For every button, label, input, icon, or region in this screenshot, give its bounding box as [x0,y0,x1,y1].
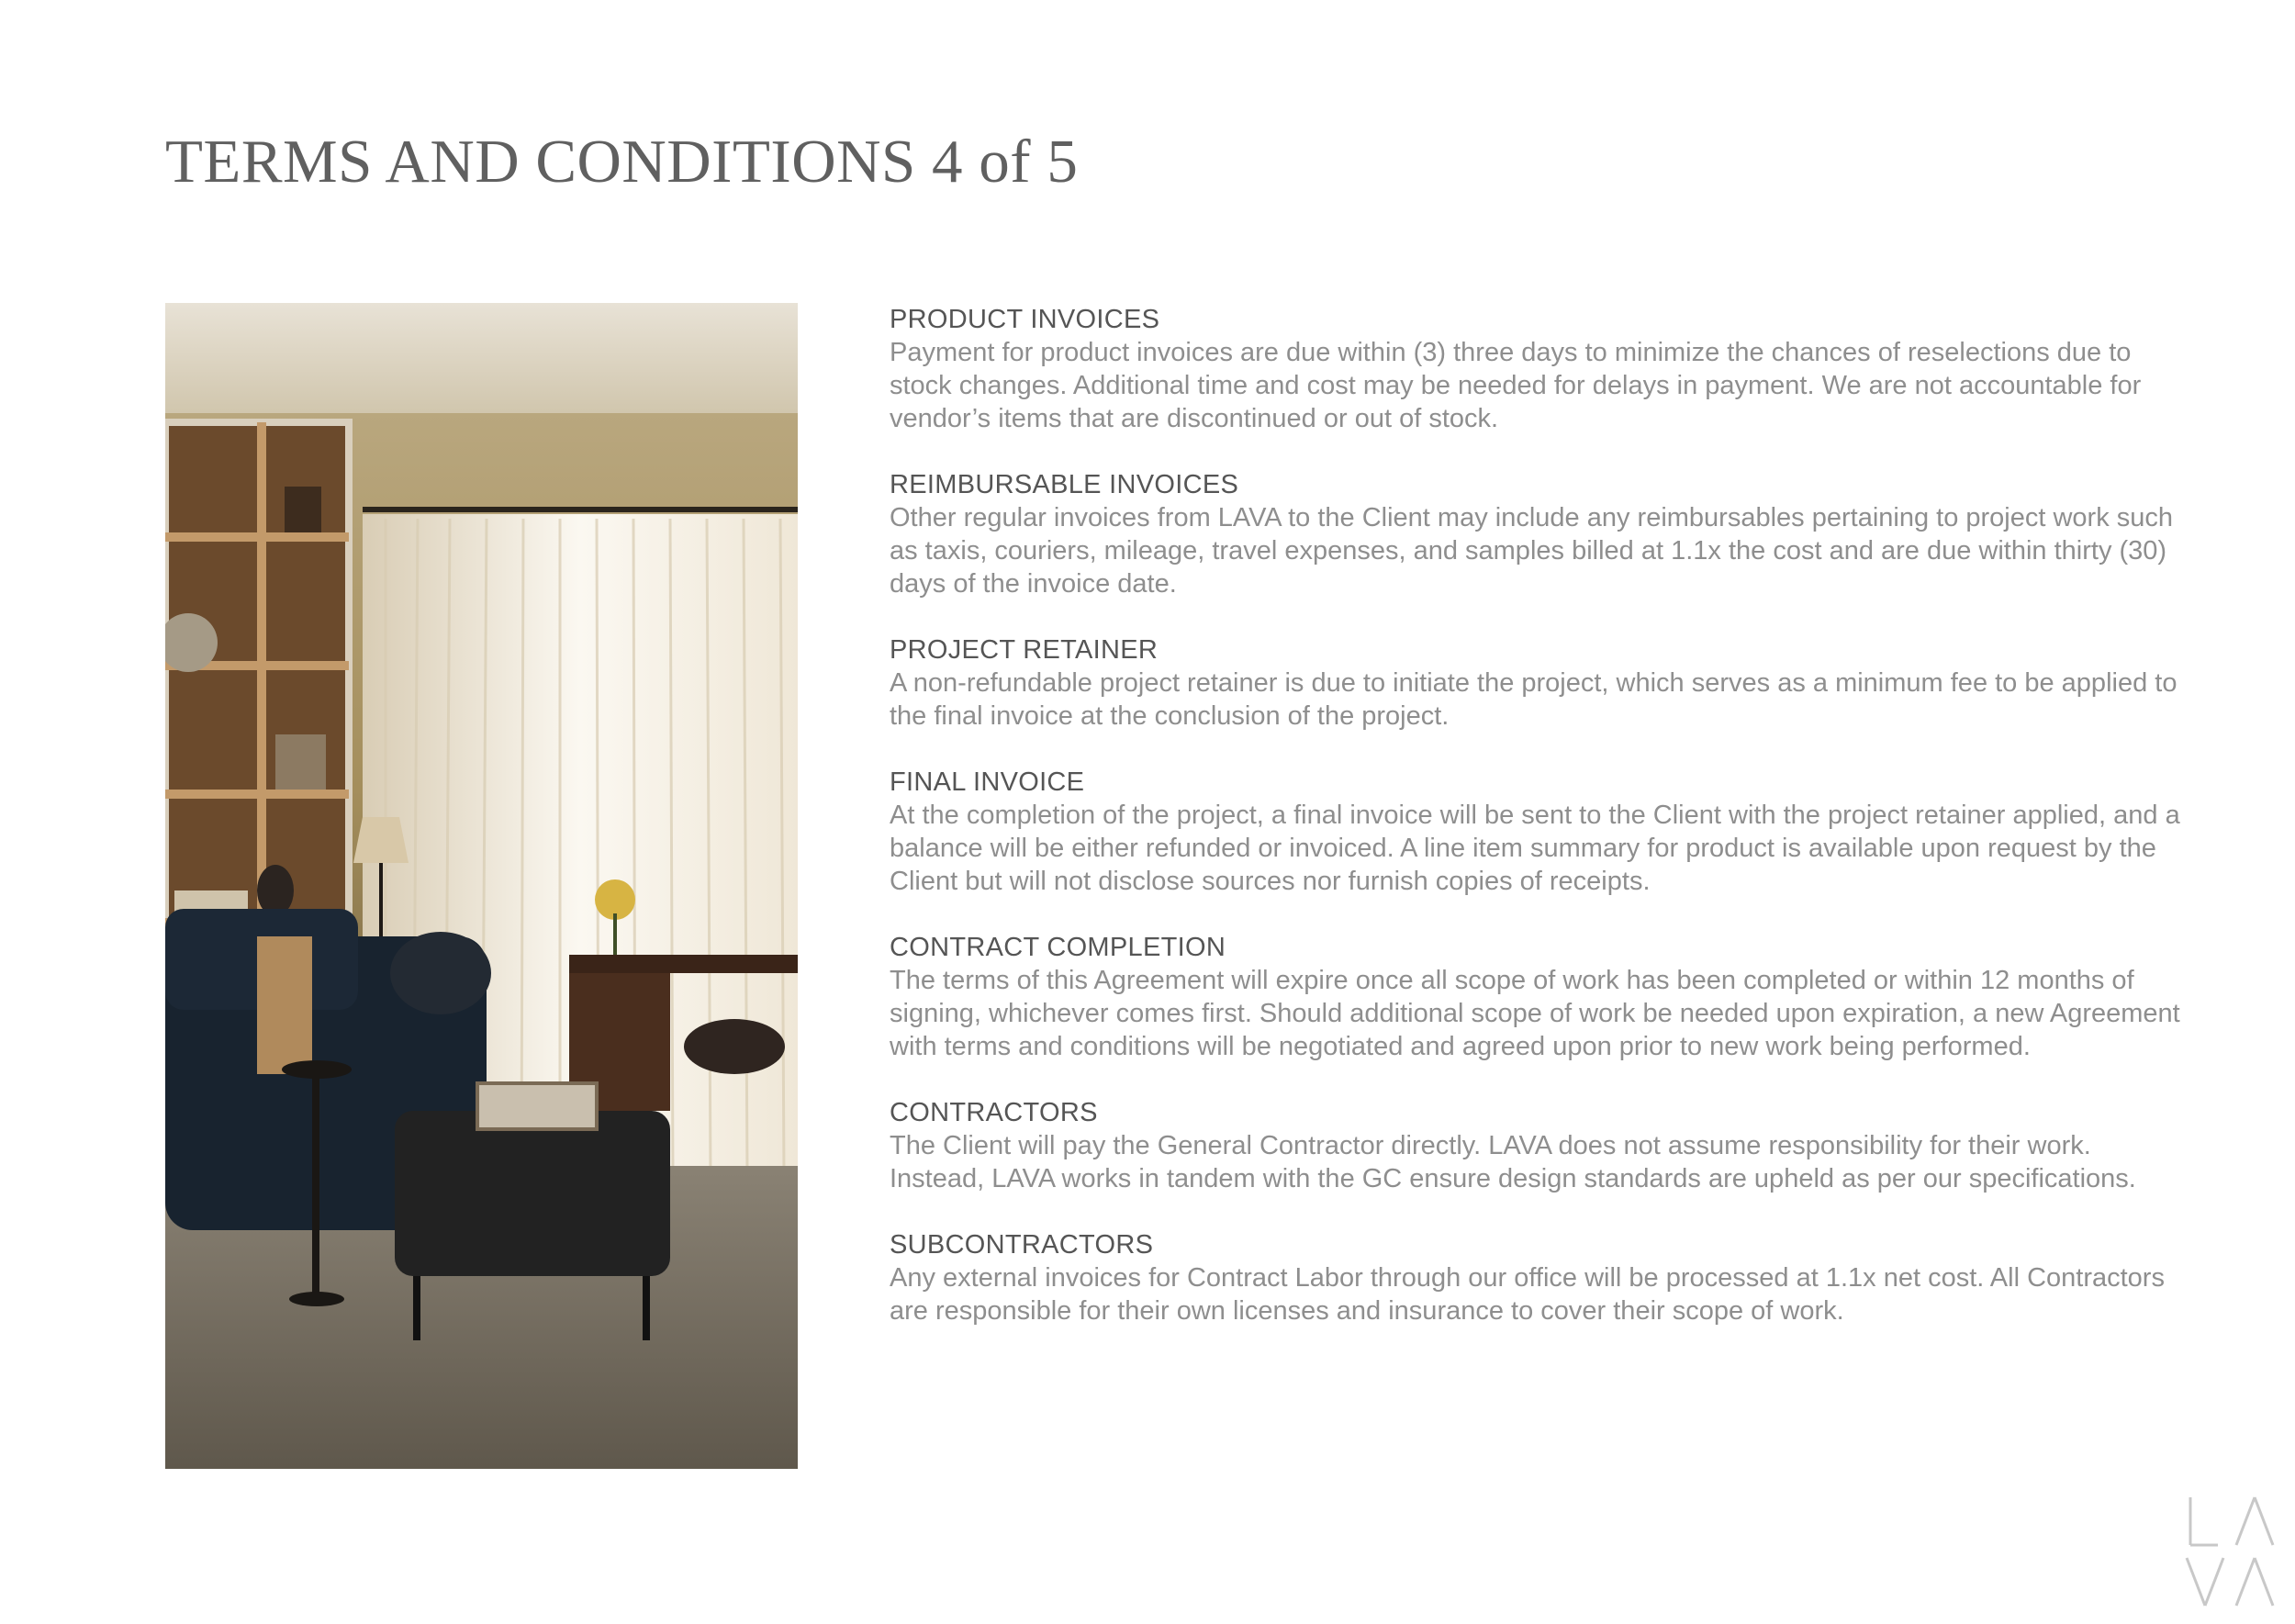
term-heading: CONTRACTORS [890,1098,1098,1127]
term-product-invoices [890,303,2193,435]
term-heading: SUBCONTRACTORS [890,1230,1154,1260]
term-heading: CONTRACT COMPLETION [890,933,1226,962]
page-title: TERMS AND CONDITIONS 4 of 5 [165,128,1079,196]
term-body: Any external invoices for Contract Labor through our office will be processed at 1.1x net cost. All Contractors are responsible for their own licenses and insurance to cover their scope of work. [890,1263,2165,1326]
term-contract-completion [890,931,2193,1063]
term-heading: PRODUCT INVOICES [890,305,1160,334]
term-body: A non-refundable project retainer is due to initiate the project, which serves as a minimum fee to be applied to the final invoice at the conclusion of the project. [890,668,2177,731]
term-heading: PROJECT RETAINER [890,635,1159,665]
term-body: At the completion of the project, a final invoice will be sent to the Client with the project retainer applied, and a balance will be either refunded or invoiced. A line item summary for product is available upon request by the Client but will not disclose sources nor furnish copies of receipts. [890,801,2180,896]
term-heading: FINAL INVOICE [890,767,1085,797]
term-reimbursable-invoices [890,468,2193,600]
terms-list [890,303,2193,1361]
term-heading: REIMBURSABLE INVOICES [890,470,1239,499]
term-body: The Client will pay the General Contractor directly. LAVA does not assume responsibility for their work. Instead, LAVA works in tandem with the GC ensure design standards are upheld as per our specifications. [890,1131,2136,1193]
term-final-invoice [890,766,2193,898]
term-body: The terms of this Agreement will expire once all scope of work has been completed or within 12 months of signing, whichever comes first. Should additional scope of work be needed upon expiration, a new Agreement with terms and conditions will be negotiated and agreed upon prior to new work being performed. [890,966,2180,1061]
lava-logo [2179,1492,2280,1611]
interior-photo [165,303,798,1469]
term-subcontractors [890,1228,2193,1327]
term-contractors [890,1096,2193,1195]
term-body: Payment for product invoices are due within (3) three days to minimize the chances of reselections due to stock changes. Additional time and cost may be needed for delays in payment. We are not accountable for vendor’s items that are discontinued or out of stock. [890,338,2142,433]
term-project-retainer [890,633,2193,733]
term-body: Other regular invoices from LAVA to the Client may include any reimbursables pertaining to project work such as taxis, couriers, mileage, travel expenses, and samples billed at 1.1x the cost and are due within thirty (30) days of the invoice date. [890,503,2174,599]
